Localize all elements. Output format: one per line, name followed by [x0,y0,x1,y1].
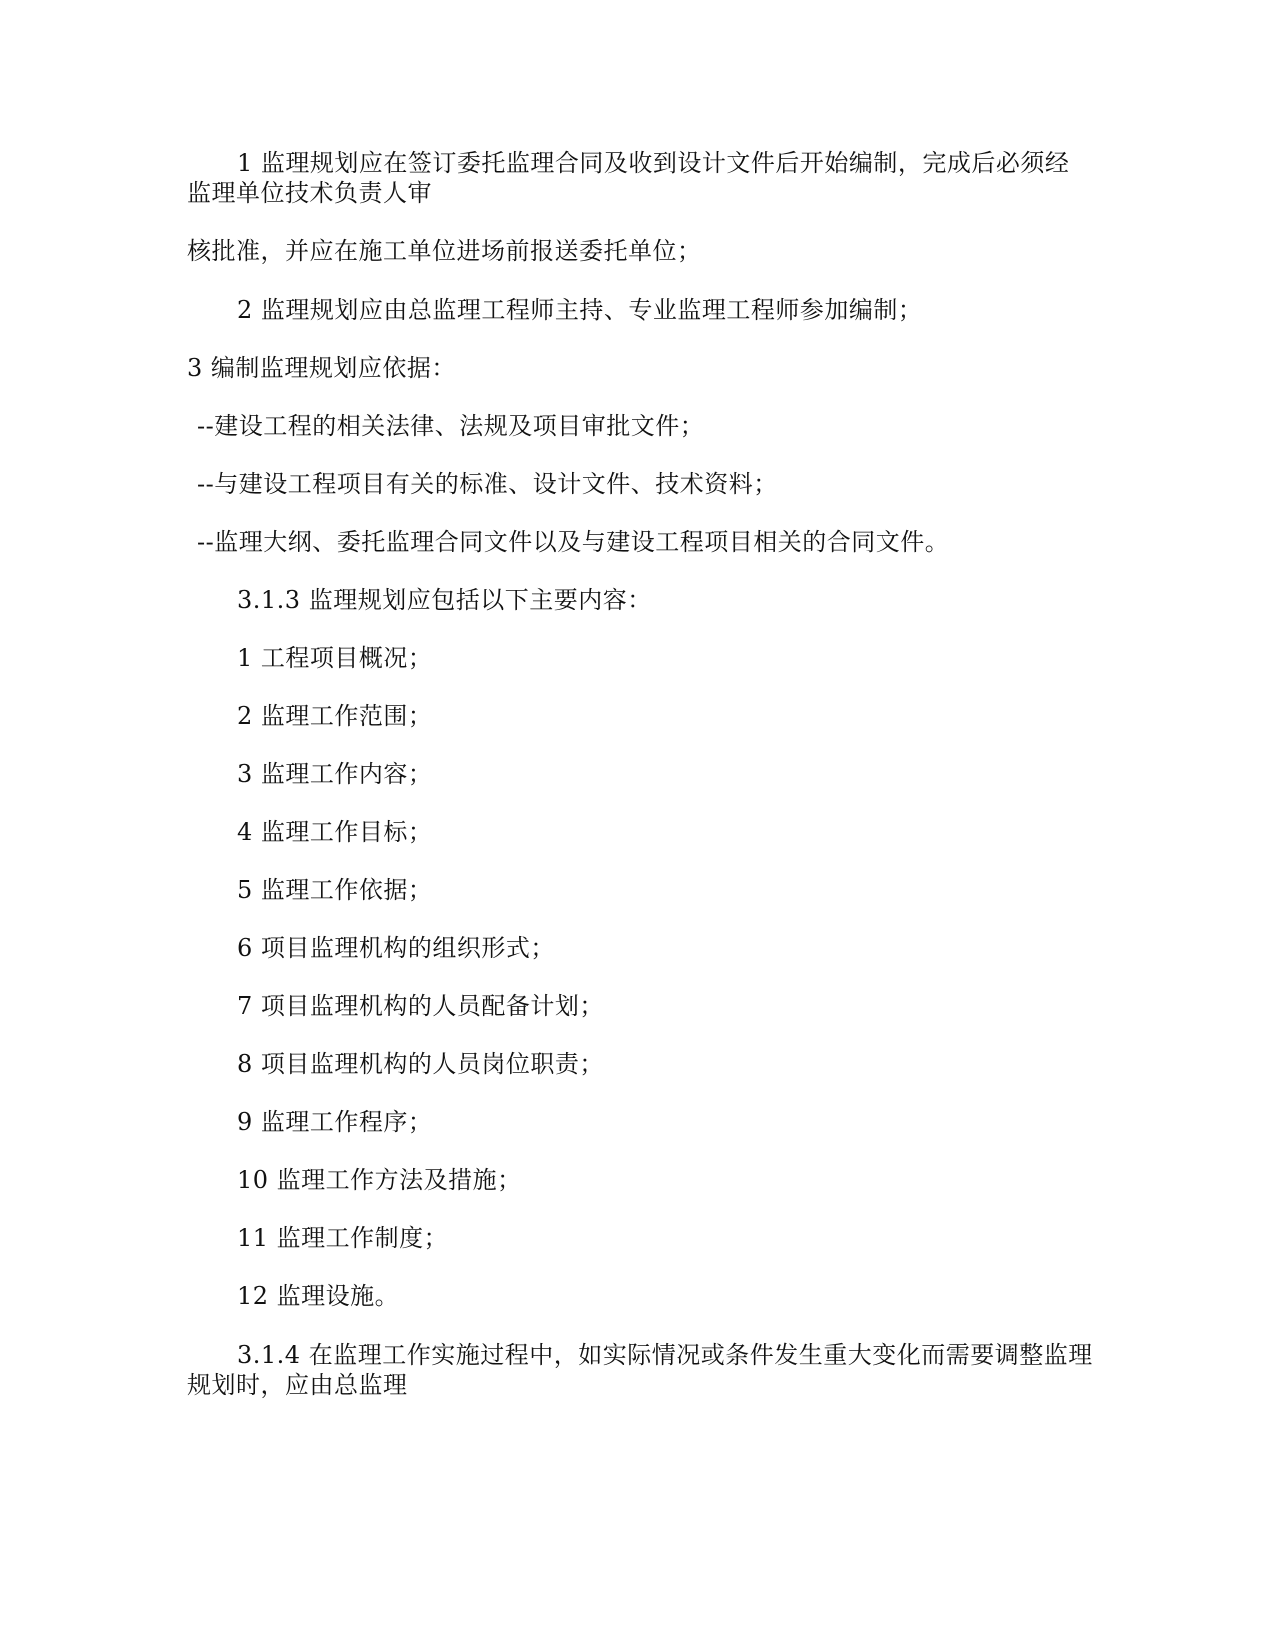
paragraph-2: 2 监理规划应由总监理工程师主持、专业监理工程师参加编制； [237,296,923,324]
paragraph-1-line-2: 监理单位技术负责人审 [187,179,432,207]
paragraph-1-continuation: 核批准，并应在施工单位进场前报送委托单位； [187,237,702,265]
content-item-7: 7 项目监理机构的人员配备计划； [237,992,604,1020]
paragraph-1-line-1: 1 监理规划应在签订委托监理合同及收到设计文件后开始编制，完成后必须经 [237,149,1070,177]
content-item-10: 10 监理工作方法及措施； [237,1166,522,1194]
content-item-3: 3 监理工作内容； [237,760,433,788]
content-item-4: 4 监理工作目标； [237,818,433,846]
content-item-2: 2 监理工作范围； [237,702,433,730]
section-3-1-4-line-2: 规划时，应由总监理 [187,1371,408,1399]
content-item-11: 11 监理工作制度； [237,1224,449,1252]
section-3-1-3: 3.1.3 监理规划应包括以下主要内容： [237,586,652,614]
content-item-8: 8 项目监理机构的人员岗位职责； [237,1050,604,1078]
content-item-5: 5 监理工作依据； [237,876,433,904]
section-3-1-4-line-1: 3.1.4 在监理工作实施过程中，如实际情况或条件发生重大变化而需要调整监理 [237,1341,1093,1369]
paragraph-3: 3 编制监理规划应依据： [187,354,456,382]
basis-item-1: --建设工程的相关法律、法规及项目审批文件； [197,412,705,440]
basis-item-3: --监理大纲、委托监理合同文件以及与建设工程项目相关的合同文件。 [197,528,950,556]
content-item-9: 9 监理工作程序； [237,1108,433,1136]
content-item-1: 1 工程项目概况； [237,644,433,672]
basis-item-2: --与建设工程项目有关的标准、设计文件、技术资料； [197,470,778,498]
content-item-6: 6 项目监理机构的组织形式； [237,934,555,962]
content-item-12: 12 监理设施。 [237,1282,400,1310]
